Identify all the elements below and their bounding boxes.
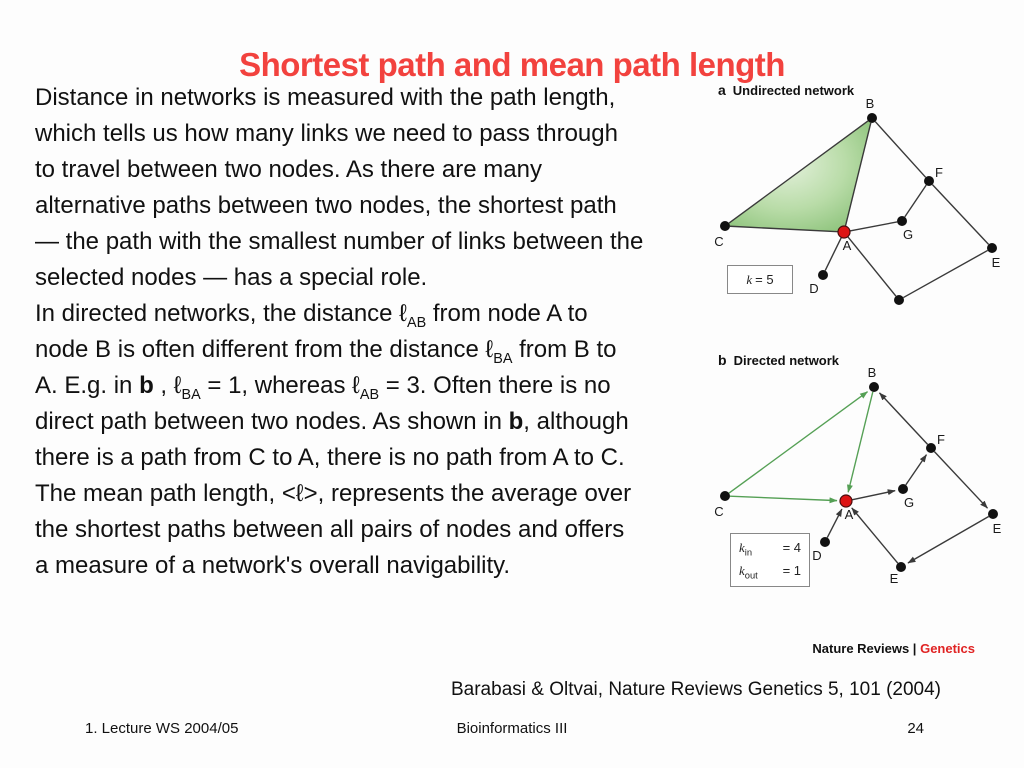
node-C (720, 221, 730, 231)
edge-A-G (852, 491, 895, 500)
node-label-B: B (867, 365, 877, 380)
node-E (987, 243, 997, 253)
node-label-D: D (809, 281, 819, 296)
edge-B-F (875, 122, 925, 178)
body-line: — the path with the smallest number of links between the (35, 228, 644, 255)
slide-title: Shortest path and mean path length (239, 46, 785, 84)
body-line: which tells us how many links we need to pass through (35, 120, 618, 147)
edge-C-A (730, 496, 837, 500)
body-line: there is a path from C to A, there is no path from A to C. (35, 444, 625, 471)
credit-publisher: Nature Reviews | (812, 641, 917, 656)
edge-F-G (905, 185, 926, 217)
node-E1 (988, 509, 998, 519)
node-label-E1: E (992, 521, 1002, 536)
degree-box-kin-kout (730, 533, 810, 587)
node-A (840, 495, 852, 507)
journal-credit (812, 641, 975, 656)
node-F (924, 176, 934, 186)
edge-F-E (932, 185, 988, 245)
edge-E-H (903, 250, 987, 297)
node-label-A: A (842, 238, 852, 253)
node-B (869, 382, 879, 392)
panel-b-letter: b (718, 352, 727, 368)
node-D (818, 270, 828, 280)
body-line: node B is often different from the distance ℓ$_{BA}$ from B to (35, 336, 617, 367)
node-label-C: C (714, 234, 724, 249)
panel-b-title: Directed network (733, 353, 840, 368)
node-B (867, 113, 877, 123)
slide-footer (0, 720, 1024, 744)
node-A (838, 226, 850, 238)
edge-C-B (729, 392, 868, 493)
edge-E1-E2 (908, 516, 989, 563)
edge-F-E1 (934, 452, 987, 509)
body-line: Distance in networks is measured with the path length, (35, 84, 616, 111)
body-line: In directed networks, the distance ℓ$_{AB}$ from node A to (35, 300, 588, 331)
footer-lecture: 1. Lecture WS 2004/05 (85, 720, 239, 737)
node-label-A: A (844, 507, 854, 522)
body-line: to travel between two nodes. As there are many (35, 156, 542, 183)
node-label-B: B (865, 96, 875, 111)
node-H (894, 295, 904, 305)
node-label-F: F (937, 432, 945, 447)
node-C (720, 491, 730, 501)
edge-G-F (906, 455, 927, 485)
degree-box-k (727, 265, 793, 294)
edge-B-A (848, 392, 873, 492)
degree-value: $k_{in}$ = 4 (739, 540, 801, 558)
edge-E2-A (852, 508, 898, 563)
body-text-block (35, 80, 715, 584)
credit-journal: Genetics (920, 641, 975, 656)
edge-D-A (827, 509, 842, 538)
body-line: a measure of a network's overall navigability. (35, 552, 511, 579)
figure-panel-b-directed (700, 350, 1024, 612)
footer-course: Bioinformatics III (456, 720, 568, 737)
node-label-G: G (902, 227, 914, 242)
panel-a-letter: a (718, 82, 726, 98)
node-label-F: F (935, 165, 943, 180)
node-label-D: D (812, 548, 822, 563)
degree-value: $k_{out}$ = 1 (739, 562, 801, 581)
footer-page-number: 24 (907, 720, 924, 737)
edge-G-A (850, 222, 897, 231)
node-label-G: G (903, 495, 915, 510)
figure-panel-a-undirected (700, 80, 1024, 332)
edge-H-A (848, 237, 896, 296)
edge-F-B (879, 393, 927, 445)
body-line: The mean path length, <ℓ>, represents the average over (35, 480, 632, 507)
node-label-E: E (991, 255, 1001, 270)
node-D (820, 537, 830, 547)
degree-value: k = 5 (746, 271, 774, 287)
undirected-network-svg (700, 80, 1024, 332)
node-label-C: C (714, 504, 724, 519)
body-line: the shortest paths between all pairs of nodes and offers (35, 516, 625, 543)
body-line: alternative paths between two nodes, the shortest path (35, 192, 617, 219)
body-line: direct path between two nodes. As shown in b, although (35, 408, 629, 435)
body-line: A. E.g. in b , ℓ$_{BA}$ = 1, whereas ℓ$_{AB}$ = 3. Often there is no (35, 372, 611, 403)
node-label-E2: E (889, 571, 899, 586)
shortest-path-triangle (725, 118, 872, 232)
body-line: selected nodes — has a special role. (35, 264, 428, 291)
node-F (926, 443, 936, 453)
citation: Barabasi & Oltvai, Nature Reviews Genetics 5, 101 (2004) (450, 679, 942, 700)
panel-a-title: Undirected network (732, 83, 855, 98)
node-G (898, 484, 908, 494)
edge-A-D (825, 237, 841, 270)
node-G (897, 216, 907, 226)
